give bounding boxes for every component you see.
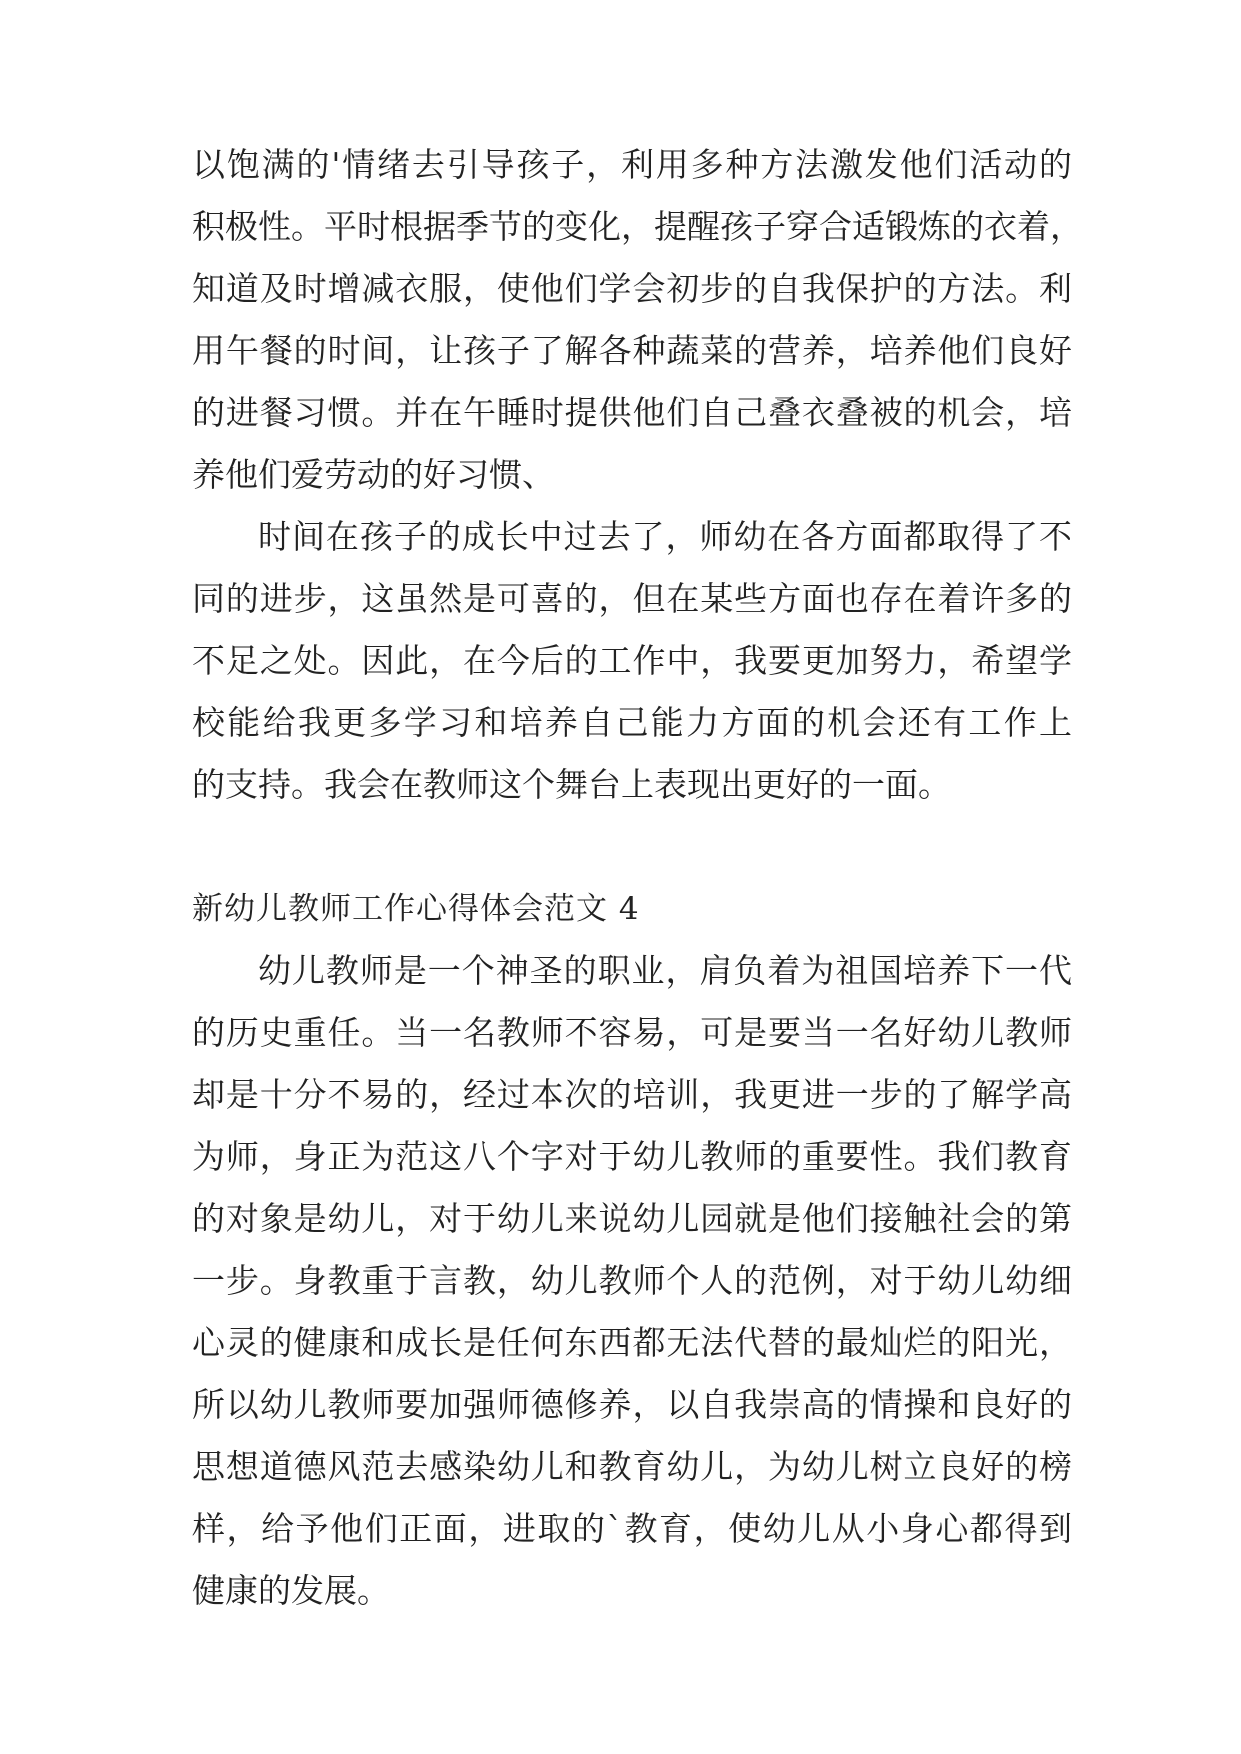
text-line: 为师，身正为范这八个字对于幼儿教师的重要性。我们教育: [192, 1137, 1072, 1176]
text-line: 的支持。我会在教师这个舞台上表现出更好的一面。: [192, 765, 951, 804]
text-line: 样，给予他们正面，进取的`教育，使幼儿从小身心都得到: [192, 1509, 1072, 1548]
text-line: 思想道德风范去感染幼儿和教育幼儿，为幼儿树立良好的榜: [192, 1447, 1072, 1486]
text-line: 以饱满的'情绪去引导孩子，利用多种方法激发他们活动的: [192, 145, 1072, 184]
text-line: 用午餐的时间，让孩子了解各种蔬菜的营养，培养他们良好: [192, 331, 1072, 370]
text-line: 校能给我更多学习和培养自己能力方面的机会还有工作上: [192, 703, 1072, 742]
text-line: 时间在孩子的成长中过去了，师幼在各方面都取得了不: [258, 517, 1072, 556]
text-line: 却是十分不易的，经过本次的培训，我更进一步的了解学高: [192, 1075, 1072, 1114]
section-heading: 新幼儿教师工作心得体会范文 4: [192, 891, 640, 927]
text-line: 积极性。平时根据季节的变化，提醒孩子穿合适锻炼的衣着，: [192, 207, 1083, 246]
text-line: 的进餐习惯。并在午睡时提供他们自己叠衣叠被的机会，培: [192, 393, 1072, 432]
text-line: 健康的发展。: [192, 1571, 390, 1610]
text-line: 心灵的健康和成长是任何东西都无法代替的最灿烂的阳光，: [192, 1323, 1072, 1362]
text-line: 幼儿教师是一个神圣的职业，肩负着为祖国培养下一代: [258, 951, 1072, 990]
text-line: 的历史重任。当一名教师不容易，可是要当一名好幼儿教师: [192, 1013, 1072, 1052]
text-line: 一步。身教重于言教，幼儿教师个人的范例，对于幼儿幼细: [192, 1261, 1072, 1300]
text-line: 的对象是幼儿，对于幼儿来说幼儿园就是他们接触社会的第: [192, 1199, 1072, 1238]
text-line: 同的进步，这虽然是可喜的，但在某些方面也存在着许多的: [192, 579, 1072, 618]
text-line: 养他们爱劳动的好习惯、: [192, 455, 555, 494]
text-line: 所以幼儿教师要加强师德修养，以自我崇高的情操和良好的: [192, 1385, 1072, 1424]
text-line: 不足之处。因此，在今后的工作中，我要更加努力，希望学: [192, 641, 1072, 680]
text-line: 知道及时增减衣服，使他们学会初步的自我保护的方法。利: [192, 269, 1072, 308]
